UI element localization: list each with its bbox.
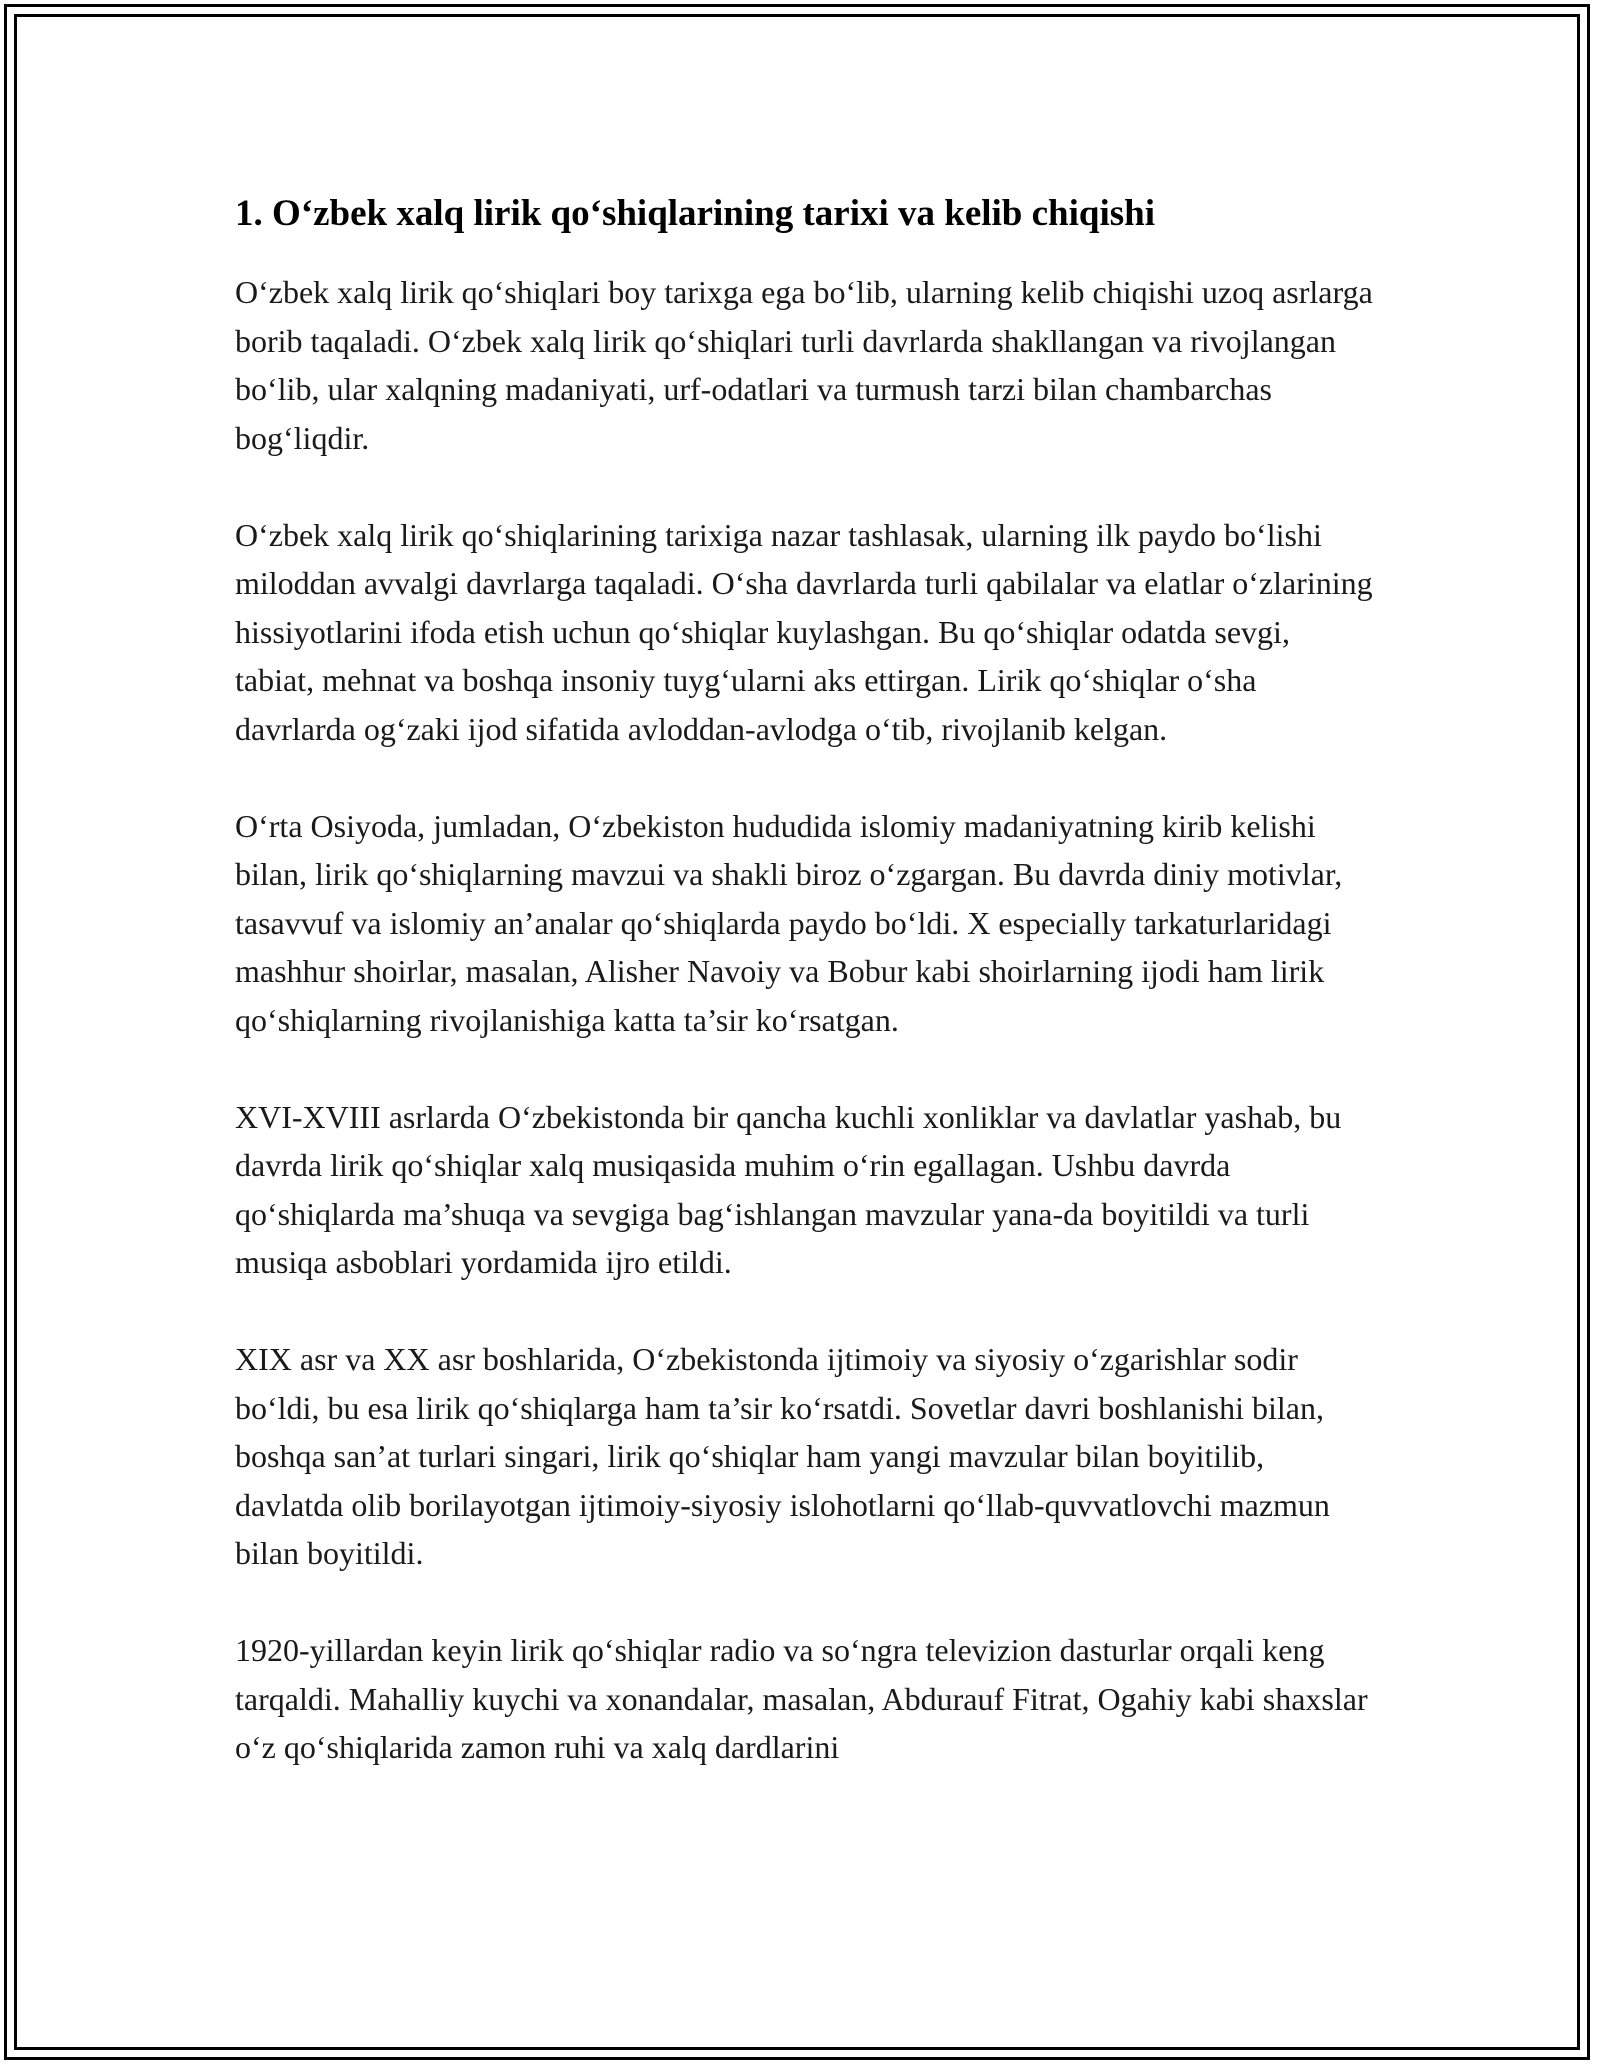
paragraph-5: XIX asr va XX asr boshlarida, O‘zbekistonda ijtimoiy va siyosiy o‘zgarishlar sodir bo‘ldi, bu esa lirik qo‘shiqlarga ham ta’sir ko‘rsatdi. Sovetlar davri boshlanishi bilan, boshqa san’at turlari singari, lirik qo‘shiqlar ham yangi mavzular bilan boyitilib, davlatda olib borilayotgan ijtimoiy-siyosiy islohotlarni qo‘llab-quvvatlovchi mazmun bilan boyitildi.	[235, 1341, 1330, 1571]
paragraph-4: XVI-XVIII asrlarda O‘zbekistonda bir qancha kuchli xonliklar va davlatlar yashab, bu davrda lirik qo‘shiqlar xalq musiqasida muhim o‘rin egallagan. Ushbu davrda qo‘shiqlarda ma’shuqa va sevgiga bag‘ishlangan mavzular yana-da boyitildi va turli musiqa asboblari yordamida ijro etildi.	[235, 1098, 1342, 1280]
document-body	[235, 186, 1375, 1820]
section-heading: 1. O‘zbek xalq lirik qo‘shiqlarining tarixi va kelib chiqishi	[235, 193, 1156, 234]
paragraph-6: 1920-yillardan keyin lirik qo‘shiqlar radio va so‘ngra televizion dasturlar orqali keng tarqaldi. Mahalliy kuychi va xonandalar, masalan, Abdurauf Fitrat, Ogahiy kabi shaxslar o‘z qo‘shiqlarida zamon ruhi va xalq dardlarini	[235, 1632, 1368, 1765]
paragraph-1: O‘zbek xalq lirik qo‘shiqlari boy tarixga ega bo‘lib, ularning kelib chiqishi uzoq asrlarga borib taqaladi. O‘zbek xalq lirik qo‘shiqlari turli davrlarda shakllangan va rivojlangan bo‘lib, ular xalqning madaniyati, urf-odatlari va turmush tarzi bilan chambarchas bog‘liqdir.	[235, 274, 1373, 456]
paragraph-3: O‘rta Osiyoda, jumladan, O‘zbekiston hududida islomiy madaniyatning kirib kelishi bilan, lirik qo‘shiqlarning mavzui va shakli biroz o‘zgargan. Bu davrda diniy motivlar, tasavvuf va islomiy an’analar qo‘shiqlarda paydo bo‘ldi. X especially tarkaturlaridagi mashhur shoirlar, masalan, Alisher Navoiy va Bobur kabi shoirlarning ijodi ham lirik qo‘shiqlarning rivojlanishiga katta ta’sir ko‘rsatgan.	[235, 807, 1343, 1038]
paragraph-2: O‘zbek xalq lirik qo‘shiqlarining tarixiga nazar tashlasak, ularning ilk paydo bo‘lishi miloddan avvalgi davrlarga taqaladi. O‘sha davrlarda turli qabilalar va elatlar o‘zlarining hissiyotlarini ifoda etish uchun qo‘shiqlar kuylashgan. Bu qo‘shiqlar odatda sevgi, tabiat, mehnat va boshqa insoniy tuyg‘ularni aks ettirgan. Lirik qo‘shiqlar o‘sha davrlarda og‘zaki ijod sifatida avloddan-avlodga o‘tib, rivojlanib kelgan.	[235, 516, 1373, 747]
